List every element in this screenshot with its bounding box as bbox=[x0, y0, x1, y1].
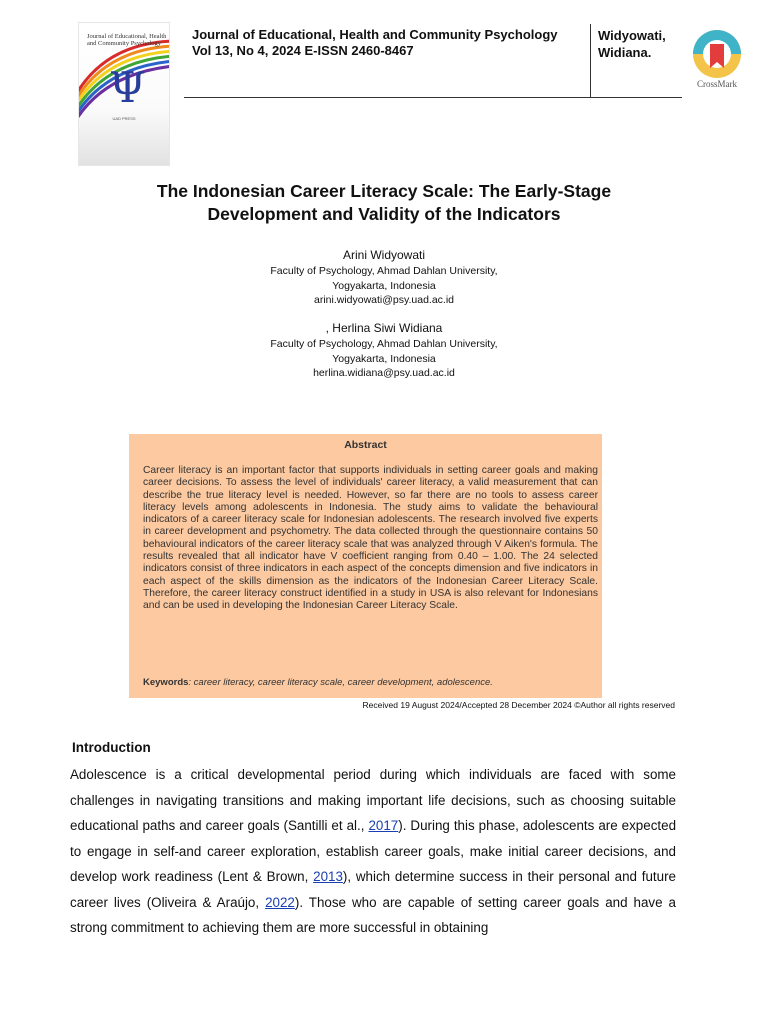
running-author-2: Widiana. bbox=[598, 45, 652, 60]
header-rule bbox=[184, 97, 682, 98]
author-affiliation: Faculty of Psychology, Ahmad Dahlan University, bbox=[270, 265, 498, 277]
paper-title-line-1: The Indonesian Career Literacy Scale: The Early-Stage bbox=[156, 181, 612, 201]
paper-title-line-2: Development and Validity of the Indicators bbox=[207, 204, 561, 224]
abstract-heading: Abstract bbox=[344, 439, 387, 451]
author-block-2 bbox=[184, 320, 584, 381]
author-block-1 bbox=[184, 247, 584, 308]
introduction-paragraph bbox=[70, 762, 676, 941]
author-name: , Herlina Siwi Widiana bbox=[325, 321, 443, 335]
abstract-text: Career literacy is an important factor that supports individuals in setting career goals and making career decisions. To assess the level of individuals' career literacy, a valid measurement that can describe the true literacy level is needed. However, so far there are no tools to assess career literacy levels among adolescents in Indonesia. The study aims to validate the behavioural indicators of a career literacy scale for Indonesian adolescents. The research involved five experts in career development and psychometry. The data collected through the questionnaire contains 50 behavioural indicators of the career literacy scale that was analyzed through V Aiken's formula. The results revealed that all indicator have V coefficient ranging from 0.40 – 1.00. The 24 selected indicators consist of three indicators in each aspect of the concepts dimension and five indicators in each aspect of the skills dimension as the indicators of the Indonesian Career Literacy Scale. Therefore, the career literacy construct identified in a study in USA is also relevant for Indonesians and can be used in developing the Indonesian Career Literacy Scale. bbox=[143, 465, 598, 612]
abstract-box bbox=[129, 434, 602, 698]
section-heading-introduction: Introduction bbox=[72, 740, 151, 755]
citation-link[interactable]: 2013 bbox=[313, 869, 343, 884]
intro-text: ). During this phase, adolescents are expected to engage in self-and career exploration, establish career goals, make initial career decisions, and develop work readiness (Lent & Brown, bbox=[70, 818, 677, 884]
author-location: Yogyakarta, Indonesia bbox=[332, 352, 436, 365]
received-dates: Received 19 August 2024/Accepted 28 December 2024 ©Author all rights reserved bbox=[362, 700, 675, 710]
author-name: Arini Widyowati bbox=[342, 248, 426, 262]
intro-text: Adolescence is a critical developmental period during which individuals are faced with some challenges in navigating transitions and making important life decisions, such as choosing suitable educational paths and career goals (Santilli et al., bbox=[70, 767, 676, 833]
crossmark-label: CrossMark bbox=[697, 79, 737, 89]
header-divider bbox=[590, 24, 591, 98]
journal-name: Journal of Educational, Health and Community Psychology bbox=[192, 27, 558, 42]
citation-link[interactable]: 2022 bbox=[265, 894, 295, 910]
author-location: Yogyakarta, Indonesia bbox=[332, 279, 436, 292]
running-authors bbox=[598, 27, 684, 61]
abstract-keywords bbox=[143, 677, 598, 688]
journal-cover-image bbox=[78, 22, 170, 166]
intro-text: ). Those who are capable of setting career goals and have a strong commitment to achieving them are more successful in obtaining bbox=[70, 894, 676, 935]
crossmark-badge[interactable] bbox=[688, 28, 746, 92]
author-email[interactable]: arini.widyowati@psy.uad.ac.id bbox=[313, 294, 455, 306]
running-author-1: Widyowati, bbox=[598, 28, 666, 43]
journal-header bbox=[192, 27, 586, 59]
keywords-label: Keywords bbox=[143, 677, 189, 688]
author-affiliation: Faculty of Psychology, Ahmad Dahlan University, bbox=[270, 338, 498, 350]
cover-publisher: UAD PRESS bbox=[112, 116, 136, 121]
cover-title: Journal of Educational, Health and Community Psychology bbox=[87, 33, 167, 47]
paper-title bbox=[84, 180, 684, 226]
cover-psi-symbol: Ψ bbox=[109, 63, 146, 112]
intro-text: ), which determine success in their personal and future career lives (Oliveira & Araújo, bbox=[70, 869, 676, 910]
crossmark-icon bbox=[688, 28, 746, 80]
journal-volume: Vol 13, No 4, 2024 E-ISSN 2460-8467 bbox=[192, 43, 414, 58]
author-email[interactable]: herlina.widiana@psy.uad.ac.id bbox=[313, 367, 455, 379]
citation-link[interactable]: 2017 bbox=[368, 818, 399, 833]
keywords-list: : career literacy, career literacy scale, career development, adolescence. bbox=[188, 677, 493, 688]
